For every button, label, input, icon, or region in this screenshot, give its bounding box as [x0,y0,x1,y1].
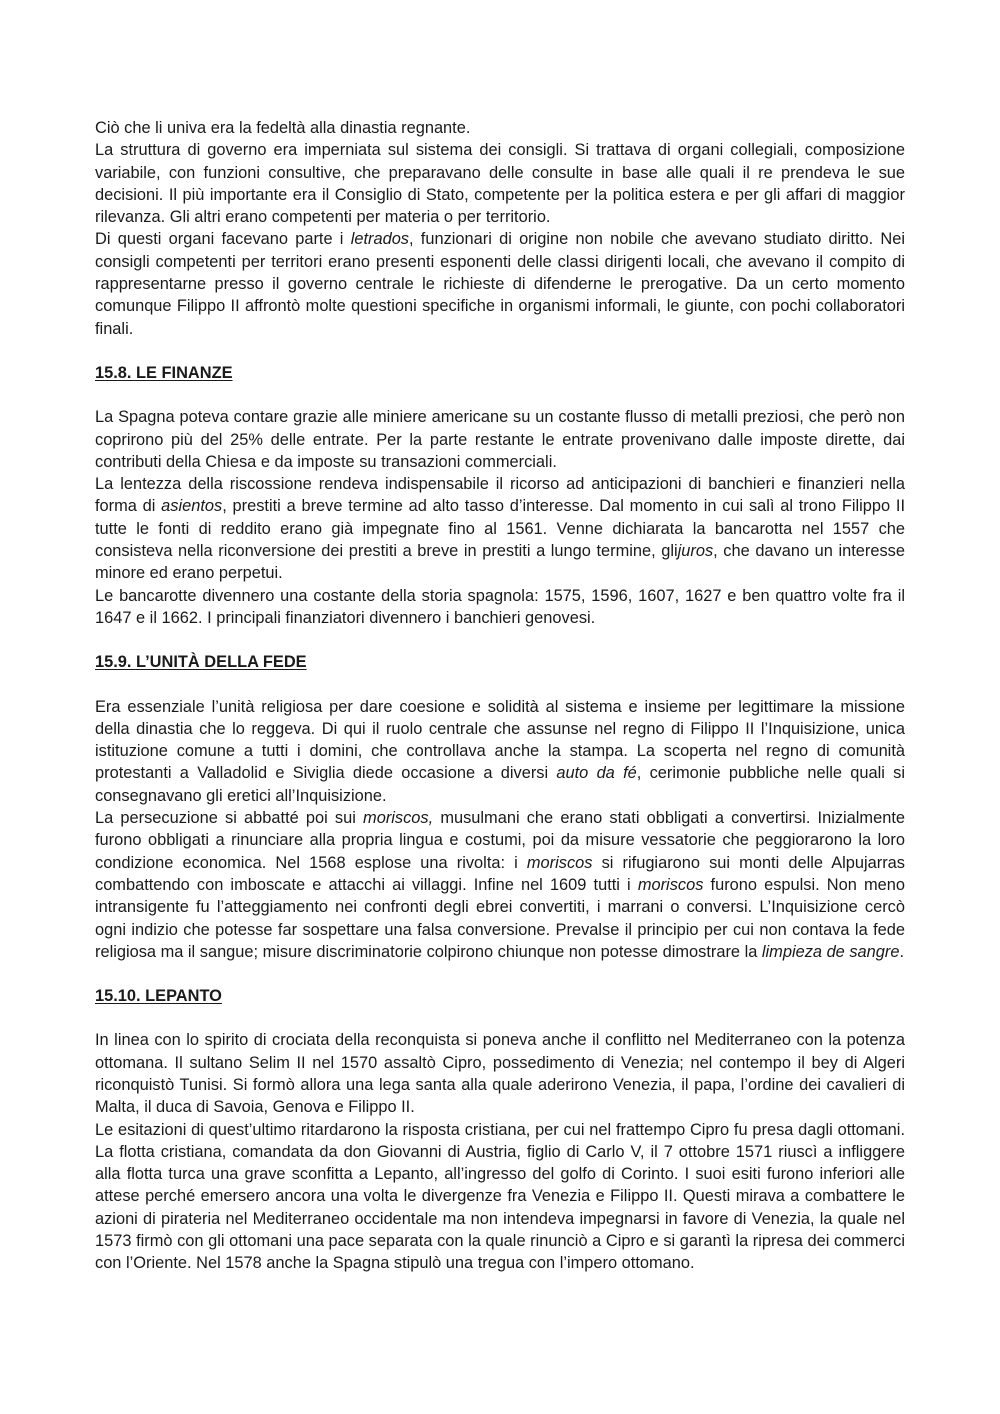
paragraph-asientos [95,473,905,584]
italic-term: moriscos [526,853,593,872]
text-run: La struttura di governo era imperniata sul sistema dei consigli. Si trattava di organi collegiali, composizione variabile, con funzioni consultive, che preparavano delle consulte in base alle quali il re prendeva le sue decisioni. Il più importante era il Consiglio di Stato, competente per la politica estera e per gli affari di maggior rilevanza. Gli altri erano competenti per materia o per territorio. [95,141,905,227]
text-run: , prestiti a breve termine ad alto tasso d’interesse. Dal momento in cui salì al trono Filippo II tutte le fonti di reddito erano già impegnate fino al 1561. Venne dichiarata la bancarotta nel 1557 che consisteva nella riconversione dei prestiti a breve in prestiti a lungo termine, gli [95,497,905,561]
italic-term: moriscos [637,875,704,894]
paragraph-letrados [95,228,905,339]
italic-term: moriscos, [363,809,434,828]
text-run: , funzionari di origine non nobile che avevano studiato diritto. Nei consigli competenti per territori erano presenti esponenti delle classi dirigenti locali, che avevano il compito di rappresentarne presso il governo centrale le richieste di difenderne le prerogative. Da un certo momento comunque Filippo II affrontò molte questioni specifiche in organismi informali, le giunte, con pochi collaboratori finali. [95,230,905,338]
text-run: . [899,942,905,961]
text-run: Le esitazioni di quest’ultimo ritardarono la risposta cristiana, per cui nel frattempo Cipro fu presa dagli ottomani. La flotta cristiana, comandata da don Giovanni di Austria, figlio di Carlo V, il 7 ottobre 1571 riuscì a infliggere alla flotta turca una grave sconfitta a Lepanto, all’ingresso del golfo di Corinto. I suoi esiti furono inferiori alle attese perché emersero ancora una volta le divergenze fra Venezia e Filippo II. Questi mirava a combattere le azioni di pirateria nel Mediterraneo occidentale ma non intendeva impegnarsi in favore di Venezia, la quale nel 1573 firmò con gli ottomani una pace separata con la quale rinunciò a Cipro e si garantì la ripresa dei commerci con l’Oriente. Nel 1578 anche la Spagna stipulò una tregua con l’impero ottomano. [95,1120,905,1273]
paragraph-consigli [95,139,905,228]
text-run: , che davano un interesse minore ed erano perpetui. [95,542,905,583]
text-run: furono espulsi. Non meno intransigente fu l’atteggiamento nei confronti degli ebrei convertiti, i marrani o conversi. L’Inquisizione cercò ogni indizio che potesse far sospettare una falsa conversione. Prevalse il principio per cui non contava la fede religiosa ma il sangue; misure discriminatorie colpirono chiunque non potesse dimostrare la [95,875,905,961]
document-page [95,117,905,1275]
paragraph-metalli-preziosi [95,406,905,473]
paragraph-moriscos [95,807,905,963]
section-heading-finanze: 15.8. LE FINANZE [95,363,233,382]
italic-term: limpieza de sangre [761,942,900,961]
italic-term: asientos [161,497,223,516]
text-run: Era essenziale l’unità religiosa per dare coesione e solidità al sistema e insieme per legittimare la missione della dinastia che lo reggeva. Di qui il ruolo centrale che assunse nel regno di Filippo II l’Inquisizione, unica istituzione comune a tutti i domini, che controllava anche la stampa. La scoperta nel regno di comunità protestanti a Valladolid e Siviglia diede occasione a diversi [95,697,905,783]
text-run: Le bancarotte divennero una costante della storia spagnola: 1575, 1596, 1607, 1627 e ben quattro volte fra il 1647 e il 1662. I principali finanziatori divennero i banchieri genovesi. [95,586,905,627]
italic-term: auto da fé [556,764,637,783]
text-run: musulmani che erano stati obbligati a convertirsi. Inizialmente furono obbligati a rinunciare alla propria lingua e costumi, poi da misure vessatorie che peggiorarono la loro condizione economica. Nel 1568 esplose una rivolta: i [95,809,905,872]
italic-term: juros [677,542,714,561]
paragraph-battaglia-lepanto [95,1119,905,1275]
paragraph-bancarotte [95,585,905,630]
text-run: , cerimonie pubbliche nelle quali si consegnavano gli eretici all’Inquisizione. [95,764,905,805]
paragraph-inquisizione [95,696,905,807]
text-run: La Spagna poteva contare grazie alle miniere americane su un costante flusso di metalli preziosi, che però non coprirono più del 25% delle entrate. Per la parte restante le entrate provenivano dalle imposte dirette, dai contributi della Chiesa e da imposte su transazioni commerciali. [95,408,905,471]
section-heading-lepanto: 15.10. LEPANTO [95,987,222,1006]
text-run: si rifugiarono sui monti delle Alpujarras combattendo con imboscate e attacchi ai villaggi. Infine nel 1609 tutti i [95,853,905,894]
text-run: La lentezza della riscossione rendeva indispensabile il ricorso ad anticipazioni di banchieri e finanzieri nella forma di [95,475,905,516]
text-run: La persecuzione si abbatté poi sui [95,809,364,828]
text-run: Ciò che li univa era la fedeltà alla dinastia regnante. [95,119,471,137]
section-heading-unita-fede: 15.9. L’UNITÀ DELLA FEDE [95,653,307,672]
italic-term: letrados [350,230,409,249]
text-run: In linea con lo spirito di crociata della reconquista si poneva anche il conflitto nel Mediterraneo con la potenza ottomana. Il sultano Selim II nel 1570 assaltò Cipro, possedimento di Venezia; nel contempo il bey di Algeri riconquistò Tunisi. Si formò allora una lega santa alla quale aderirono Venezia, il papa, l’ordine dei cavalieri di Malta, il duca di Savoia, Genova e Filippo II. [95,1031,905,1117]
paragraph-dinastia [95,117,905,139]
text-run: Di questi organi facevano parte i [95,230,351,249]
paragraph-lega-santa [95,1029,905,1118]
